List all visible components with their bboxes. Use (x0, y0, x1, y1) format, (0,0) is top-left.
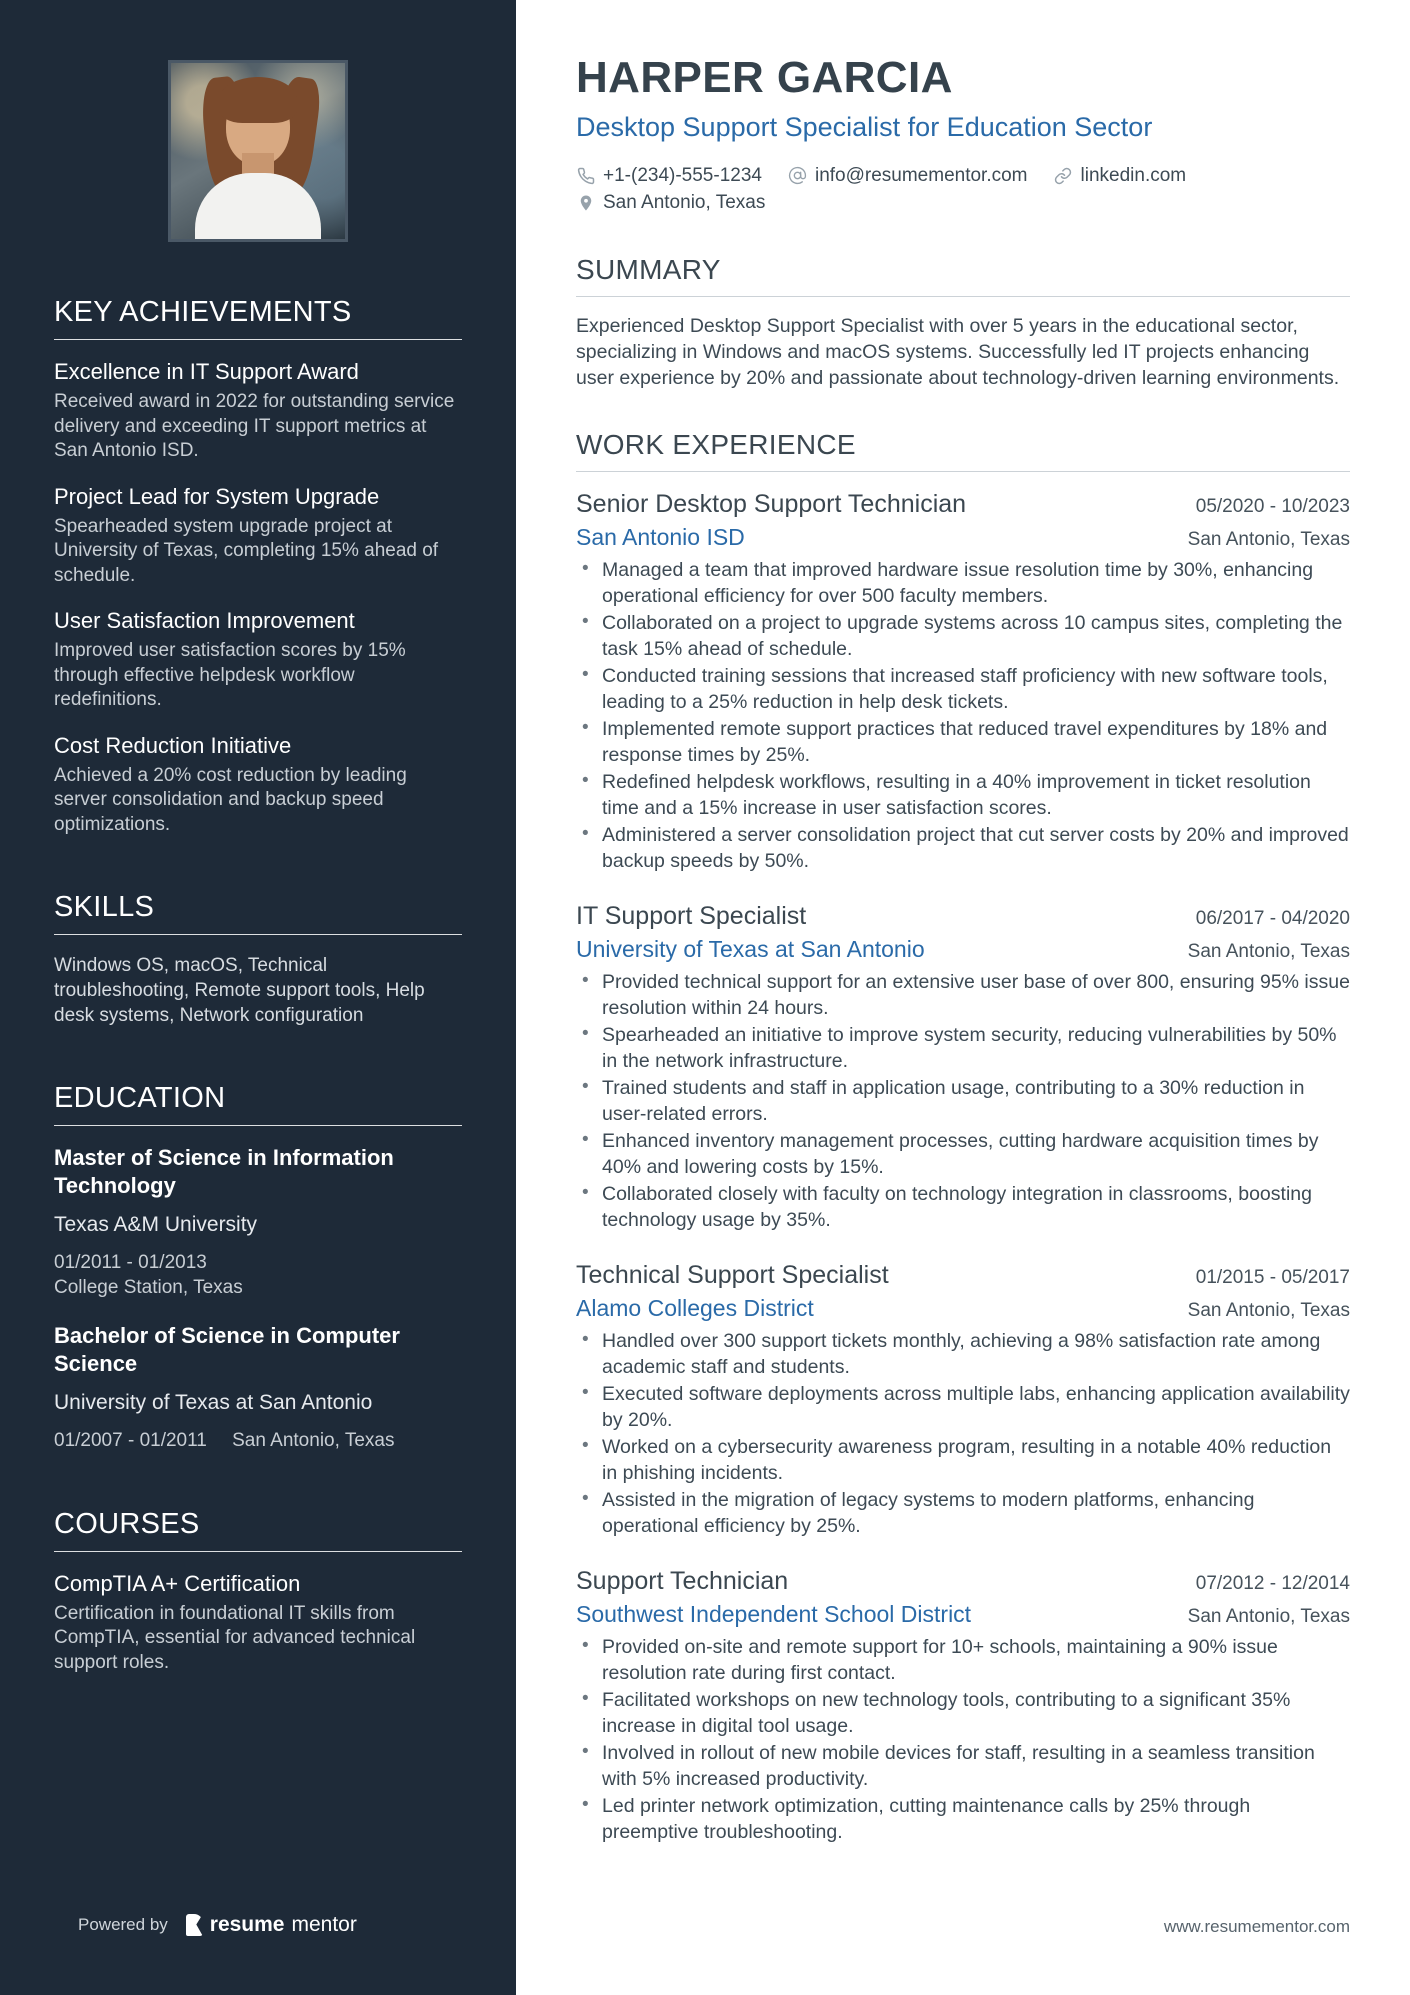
divider (576, 296, 1350, 297)
achievement-description: Received award in 2022 for outstanding service delivery and exceeding IT support metrics at San Antonio ISD. (54, 391, 455, 461)
experience-company-row (576, 1292, 1350, 1324)
job-dates: 05/2020 - 10/2023 (1195, 496, 1350, 517)
job-company[interactable]: Alamo Colleges District (576, 1295, 814, 1321)
experience-item (576, 1259, 1350, 1539)
job-bullet: • Administered a server consolidation project that cut server costs by 20% and improved backup speeds by 50%. (576, 822, 1350, 874)
education-meta (54, 1251, 462, 1300)
summary-text: Experienced Desktop Support Specialist with over 5 years in the educational sector, specializing in Windows and macOS systems. Successfully led IT projects enhancing user experience by 20% and passionate about technology-driven learning environments. (576, 315, 1340, 389)
achievement-item (54, 358, 462, 464)
divider (54, 1551, 462, 1552)
education-school: University of Texas at San Antonio (54, 1391, 373, 1414)
achievement-title: User Satisfaction Improvement (54, 608, 355, 633)
sidebar (0, 0, 516, 1995)
achievement-title: Cost Reduction Initiative (54, 732, 292, 758)
sidebar-heading-courses: COURSES (54, 1507, 200, 1540)
experience-company-row (576, 1598, 1350, 1630)
job-title: Senior Desktop Support Technician (576, 490, 967, 518)
achievement-item (54, 483, 462, 589)
achievement-item (54, 607, 462, 713)
experience-item (576, 488, 1350, 874)
email-text: info@resumementor.com (814, 165, 1028, 186)
course-item (54, 1570, 462, 1676)
section-heading-experience: WORK EXPERIENCE (576, 429, 856, 460)
achievement-item (54, 732, 462, 838)
job-bullet: • Managed a team that improved hardware issue resolution time by 30%, enhancing operational efficiency for over 500 faculty members. (576, 557, 1350, 609)
photo-container (0, 0, 516, 242)
job-dates: 07/2012 - 12/2014 (1195, 1573, 1350, 1594)
experience-title-row (576, 1565, 1350, 1598)
contact-row-secondary (576, 189, 1350, 216)
job-title: Support Technician (576, 1567, 789, 1595)
resumementor-logo (186, 1913, 357, 1937)
job-bullet: • Implemented remote support practices that reduced travel expenditures by 18% and response times by 25%. (576, 716, 1350, 768)
experience-title-row (576, 900, 1350, 933)
achievement-description: Spearheaded system upgrade project at University of Texas, completing 15% ahead of schedule. (54, 515, 439, 586)
achievement-description: Achieved a 20% cost reduction by leading server consolidation and backup speed optimizations. (54, 764, 407, 835)
job-bullets (576, 1328, 1350, 1539)
experience-item (576, 900, 1350, 1233)
job-company[interactable]: University of Texas at San Antonio (576, 936, 925, 962)
powered-by-label: Powered by (78, 1915, 168, 1934)
job-location: San Antonio, Texas (1187, 1300, 1350, 1321)
job-bullet: • Assisted in the migration of legacy systems to modern platforms, enhancing operational efficiency by 25%. (576, 1487, 1350, 1539)
job-bullet: • Facilitated workshops on new technology tools, contributing to a significant 35% increase in digital tool usage. (576, 1687, 1350, 1739)
education-dates: 01/2011 - 01/2013 (54, 1252, 207, 1273)
divider (54, 339, 462, 340)
experience-title-row (576, 1259, 1350, 1292)
job-bullet: • Involved in rollout of new mobile devices for staff, resulting in a seamless transition with 5% increased productivity. (576, 1740, 1350, 1792)
achievement-title: Excellence in IT Support Award (54, 359, 359, 384)
job-bullet: • Trained students and staff in application usage, contributing to a 30% reduction in user-related errors. (576, 1075, 1350, 1127)
job-location: San Antonio, Texas (1187, 1606, 1350, 1627)
brand-name-light: mentor (291, 1913, 357, 1936)
job-bullet: • Collaborated closely with faculty on technology integration in classrooms, boosting technology usage by 35%. (576, 1181, 1350, 1233)
job-bullets (576, 557, 1350, 874)
education-meta (54, 1429, 462, 1454)
job-location: San Antonio, Texas (1187, 529, 1350, 550)
achievement-description: Improved user satisfaction scores by 15% through effective helpdesk workflow redefinitions. (54, 640, 406, 710)
contact-row-primary (576, 162, 1350, 189)
skills-list: Windows OS, macOS, Technical troubleshooting, Remote support tools, Help desk systems, Network configuration (54, 955, 425, 1026)
contact-linkedin[interactable] (1054, 162, 1187, 189)
job-bullet: • Redefined helpdesk workflows, resulting in a 40% improvement in ticket resolution time and a 15% increase in user satisfaction scores. (576, 769, 1350, 821)
course-description: Certification in foundational IT skills from CompTIA, essential for advanced technical support roles. (54, 1602, 416, 1673)
divider (54, 1125, 462, 1126)
experience-company-row (576, 521, 1350, 553)
phone-icon (576, 166, 595, 185)
education-item (54, 1322, 462, 1454)
education-dates: 01/2007 - 01/2011 (54, 1430, 207, 1451)
location-text: San Antonio, Texas (603, 192, 766, 213)
at-icon (788, 166, 807, 185)
course-title: CompTIA A+ Certification (54, 1570, 301, 1596)
profile-photo (168, 60, 348, 242)
job-bullet: • Worked on a cybersecurity awareness program, resulting in a notable 40% reduction in phishing incidents. (576, 1434, 1350, 1486)
sidebar-heading-achievements: KEY ACHIEVEMENTS (54, 296, 352, 328)
main-content (516, 0, 1410, 1995)
job-bullets (576, 1634, 1350, 1845)
education-location: College Station, Texas (54, 1276, 243, 1298)
contact-email[interactable] (788, 162, 1028, 189)
job-company[interactable]: Southwest Independent School District (576, 1601, 972, 1627)
job-bullet: • Provided on-site and remote support for 10+ schools, maintaining a 90% issue resolution rate during first contact. (576, 1634, 1350, 1686)
education-degree: Bachelor of Science in Computer Science (54, 1323, 400, 1376)
job-bullet: • Collaborated on a project to upgrade systems across 10 campus sites, completing the task 15% ahead of schedule. (576, 610, 1350, 662)
job-bullets (576, 969, 1350, 1233)
education-location: San Antonio, Texas (232, 1430, 395, 1451)
job-bullet: • Spearheaded an initiative to improve system security, reducing vulnerabilities by 50% in the network infrastructure. (576, 1022, 1350, 1074)
job-bullet: • Handled over 300 support tickets monthly, achieving a 98% satisfaction rate among academic staff and students. (576, 1328, 1350, 1380)
photo-hair-top (219, 77, 297, 123)
contact-location (576, 189, 765, 216)
achievement-title: Project Lead for System Upgrade (54, 483, 380, 509)
sidebar-content (0, 296, 516, 1675)
brand-name-bold: resume (209, 1913, 285, 1936)
section-heading-summary: SUMMARY (576, 254, 721, 285)
job-bullet: • Led printer network optimization, cutting maintenance calls by 25% through preemptive troubleshooting. (576, 1793, 1350, 1845)
job-dates: 06/2017 - 04/2020 (1195, 908, 1350, 929)
sidebar-heading-skills: SKILLS (54, 891, 155, 923)
experience-item (576, 1565, 1350, 1845)
job-location: San Antonio, Texas (1187, 941, 1350, 962)
job-company[interactable]: San Antonio ISD (576, 524, 745, 550)
profile-headline: Desktop Support Specialist for Education Sector (576, 112, 1153, 142)
phone-text: +1-(234)-555-1234 (603, 165, 762, 186)
sidebar-footer (78, 1913, 357, 1937)
job-bullet: • Conducted training sessions that increased staff proficiency with new software tools, leading to a 25% reduction in help desk tickets. (576, 663, 1350, 715)
contact-info (576, 162, 1350, 216)
job-bullet: • Executed software deployments across multiple labs, enhancing application availability by 20%. (576, 1381, 1350, 1433)
divider (576, 471, 1350, 472)
location-pin-icon (576, 193, 595, 212)
sidebar-heading-education: EDUCATION (54, 1082, 226, 1114)
education-school: Texas A&M University (54, 1213, 258, 1236)
experience-title-row (576, 488, 1350, 521)
job-title: Technical Support Specialist (576, 1261, 889, 1289)
job-bullet: • Enhanced inventory management processes, cutting hardware acquisition times by 40% and lowering costs by 15%. (576, 1128, 1350, 1180)
job-bullet: • Provided technical support for an extensive user base of over 800, ensuring 95% issue resolution within 24 hours. (576, 969, 1350, 1021)
divider (54, 934, 462, 935)
job-title: IT Support Specialist (576, 902, 807, 930)
resumementor-mark-icon (186, 1914, 203, 1936)
footer-website-url[interactable]: www.resumementor.com (1163, 1917, 1350, 1936)
education-degree: Master of Science in Information Technology (54, 1145, 394, 1198)
linkedin-text: linkedin.com (1080, 165, 1187, 186)
job-dates: 01/2015 - 05/2017 (1195, 1267, 1350, 1288)
education-item (54, 1144, 462, 1300)
contact-phone[interactable] (576, 162, 762, 189)
page-title: HARPER GARCIA (576, 53, 953, 102)
link-icon (1054, 166, 1073, 185)
experience-company-row (576, 933, 1350, 965)
